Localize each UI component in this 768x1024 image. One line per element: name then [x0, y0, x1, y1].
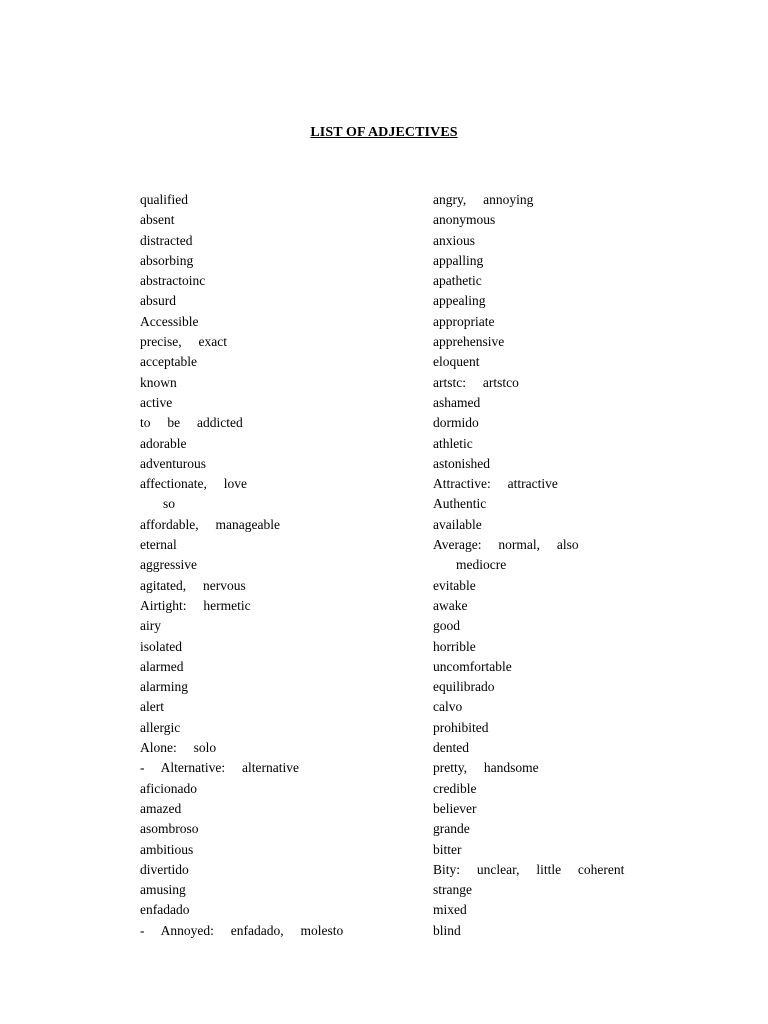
list-item: apathetic: [433, 273, 482, 289]
list-item: pretty, handsome: [433, 760, 539, 776]
list-item: eloquent: [433, 354, 480, 370]
list-item: enfadado: [140, 902, 190, 918]
list-item: available: [433, 516, 482, 532]
list-item: divertido: [140, 861, 189, 877]
list-item: distracted: [140, 232, 193, 248]
list-item: - Annoyed: enfadado, molesto: [140, 922, 344, 938]
list-item: appropriate: [433, 313, 495, 329]
list-item: blind: [433, 922, 461, 938]
list-item: ambitious: [140, 841, 194, 857]
list-item: absorbing: [140, 252, 194, 268]
list-item: aggressive: [140, 557, 197, 573]
list-item: anxious: [433, 232, 475, 248]
list-item: adorable: [140, 435, 187, 451]
list-item: qualified: [140, 192, 188, 207]
list-item: absurd: [140, 293, 176, 309]
list-item: Average: normal, also: [433, 537, 579, 553]
list-item: believer: [433, 800, 477, 816]
list-item: isolated: [140, 638, 182, 654]
list-item: grande: [433, 821, 470, 837]
list-item: alarming: [140, 679, 188, 695]
list-item: aficionado: [140, 780, 197, 796]
list-item: amazed: [140, 800, 182, 816]
list-item: airy: [140, 618, 161, 634]
list-item: Accessible: [140, 313, 199, 329]
list-item: mixed: [433, 902, 467, 918]
list-item: asombroso: [140, 821, 199, 837]
list-item: ashamed: [433, 394, 481, 410]
list-item: Bity: unclear, little coherent: [433, 861, 625, 877]
list-item: Airtight: hermetic: [140, 597, 251, 613]
list-item: mediocre: [456, 557, 507, 573]
list-item: alert: [140, 699, 164, 715]
list-item: dented: [433, 740, 469, 756]
list-item: horrible: [433, 638, 476, 654]
list-item: to be addicted: [140, 415, 243, 431]
list-item: amusing: [140, 882, 186, 898]
list-item: - Alternative: alternative: [140, 760, 299, 776]
list-item: athletic: [433, 435, 473, 451]
list-item: appealing: [433, 293, 486, 309]
list-item: affectionate, love: [140, 476, 247, 492]
list-item: uncomfortable: [433, 658, 512, 674]
list-item: bitter: [433, 841, 462, 857]
list-item: good: [433, 618, 460, 634]
adjective-list-right: [433, 190, 658, 941]
list-item: evitable: [433, 577, 476, 593]
list-item: calvo: [433, 699, 463, 715]
page-title: LIST OF ADJECTIVES: [310, 125, 458, 140]
list-item: abstractoinc: [140, 273, 206, 289]
adjective-list-left: [140, 190, 400, 941]
list-item: allergic: [140, 719, 181, 735]
list-item: eternal: [140, 537, 177, 553]
list-item: credible: [433, 780, 477, 796]
list-item: alarmed: [140, 658, 184, 674]
list-item: Attractive: attractive: [433, 476, 558, 492]
list-item: apprehensive: [433, 334, 505, 350]
list-item: acceptable: [140, 354, 197, 370]
list-item: angry, annoying: [433, 192, 534, 207]
list-item: astonished: [433, 455, 490, 471]
list-item: appalling: [433, 252, 484, 268]
list-item: Authentic: [433, 496, 487, 512]
list-item: strange: [433, 882, 472, 898]
list-item: prohibited: [433, 719, 489, 735]
list-item: absent: [140, 212, 175, 228]
list-item: artstc: artstco: [433, 374, 519, 390]
list-item: awake: [433, 597, 468, 613]
list-item: known: [140, 374, 177, 390]
list-item: dormido: [433, 415, 479, 431]
list-item: so: [163, 496, 176, 512]
list-item: adventurous: [140, 455, 206, 471]
list-item: equilibrado: [433, 679, 495, 695]
list-item: active: [140, 394, 173, 410]
list-item: precise, exact: [140, 334, 227, 350]
list-item: agitated, nervous: [140, 577, 246, 593]
list-item: Alone: solo: [140, 740, 217, 756]
list-item: affordable, manageable: [140, 516, 280, 532]
list-item: anonymous: [433, 212, 496, 228]
